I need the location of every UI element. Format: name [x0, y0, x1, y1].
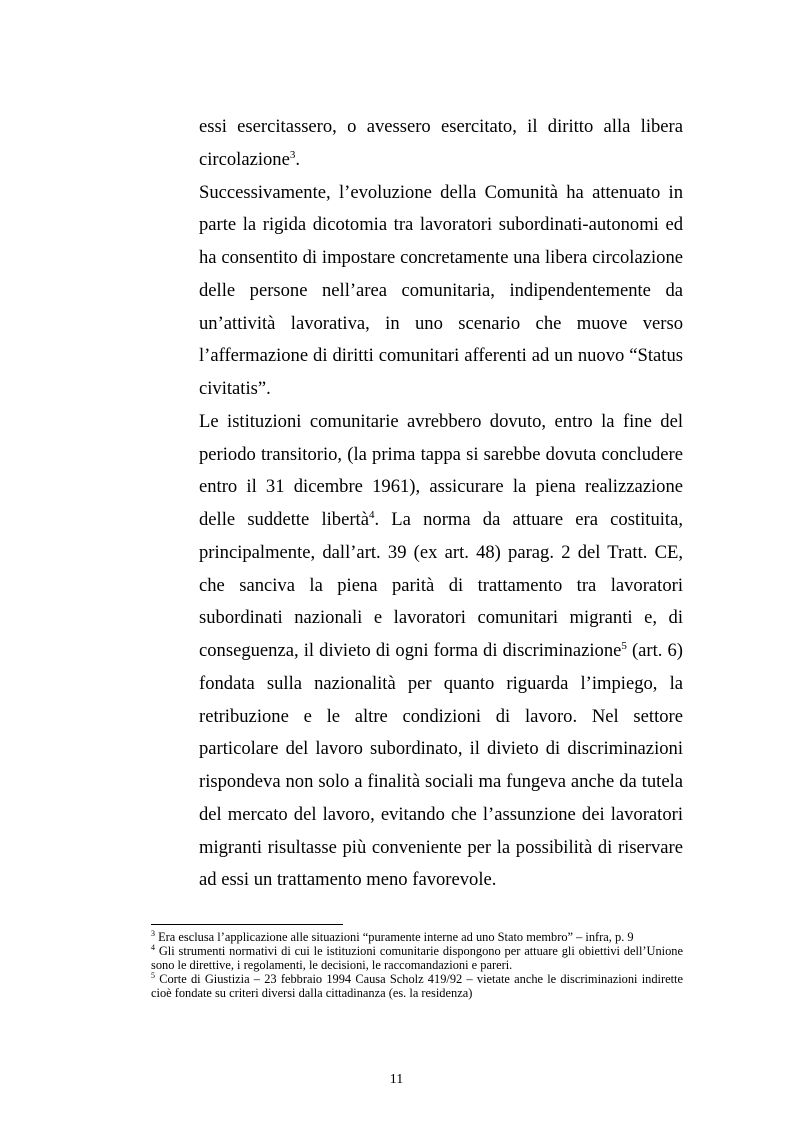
footnote-number: 5: [151, 970, 155, 980]
footnote-ref: 3: [289, 148, 296, 161]
footnote: $^4$ Gli strumenti normativi di cui le istituzioni comunitarie dispongono per attuare gli obiettivi dell’Unione sono le direttive, i regolamenti, le decisioni, le raccomandazioni e pareri.: [151, 942, 683, 972]
page-number: 11: [389, 1072, 404, 1087]
footnote-ref: 4: [368, 508, 375, 521]
paragraph: essi esercitassero, o avessero esercitato, il diritto alla libera circolazione$^3$.: [199, 116, 683, 170]
paragraph: Le istituzioni comunitarie avrebbero dovuto, entro la fine del periodo transitorio, (la prima tappa si sarebbe dovuta concludere entro il 31 dicembre 1961), assicurare la piena realizzazione delle suddette libertà$^4$. La norma da attuare era costituita, principalmente, dall’art. 39 (ex art. 48) parag. 2 del Tratt. CE, che sanciva la piena parità di trattamento tra lavoratori subordinati nazionali e lavoratori comunitari migranti e, di conseguenza, il divieto di ogni forma di discriminazione$^5$ (art. 6) fondata sulla nazionalità per quanto riguarda l’impiego, la retribuzione e le altre condizioni di lavoro. Nel settore particolare del lavoro subordinato, il divieto di discriminazioni rispondeva non solo a finalità sociali ma fungeva anche da tutela del mercato del lavoro, evitando che l’assunzione dei lavoratori migranti risultasse più conveniente per la possibilità di riservare ad essi un trattamento meno favorevole.: [199, 410, 683, 891]
footnote-divider: [151, 924, 343, 925]
main-text: [199, 111, 683, 897]
paragraph: Successivamente, l’evoluzione della Comunità ha attenuato in parte la rigida dicotomia tra lavoratori subordinati-autonomi ed ha consentito di impostare concretamente una libera circolazione delle persone nell’area comunitaria, indipendentemente da un’attività lavorativa, in uno scenario che muove verso l’affermazione di diritti comunitari afferenti ad un nuovo “Status civitatis”.: [199, 181, 683, 399]
footnote-ref: 5: [621, 639, 627, 652]
footnote: $^5$ Corte di Giustizia – 23 febbraio 1994 Causa Scholz 419/92 – vietate anche le discriminazioni indirette cioè fondate su criteri diversi dalla cittadinanza (es. la residenza): [151, 970, 683, 1000]
footnotes: [151, 928, 683, 1001]
footnote-number: 4: [151, 942, 155, 952]
footnote: $^3$ Era esclusa l’applicazione alle situazioni “puramente interne ad uno Stato membro” – infra, p. 9: [151, 928, 634, 944]
footnote-number: 3: [151, 928, 155, 938]
